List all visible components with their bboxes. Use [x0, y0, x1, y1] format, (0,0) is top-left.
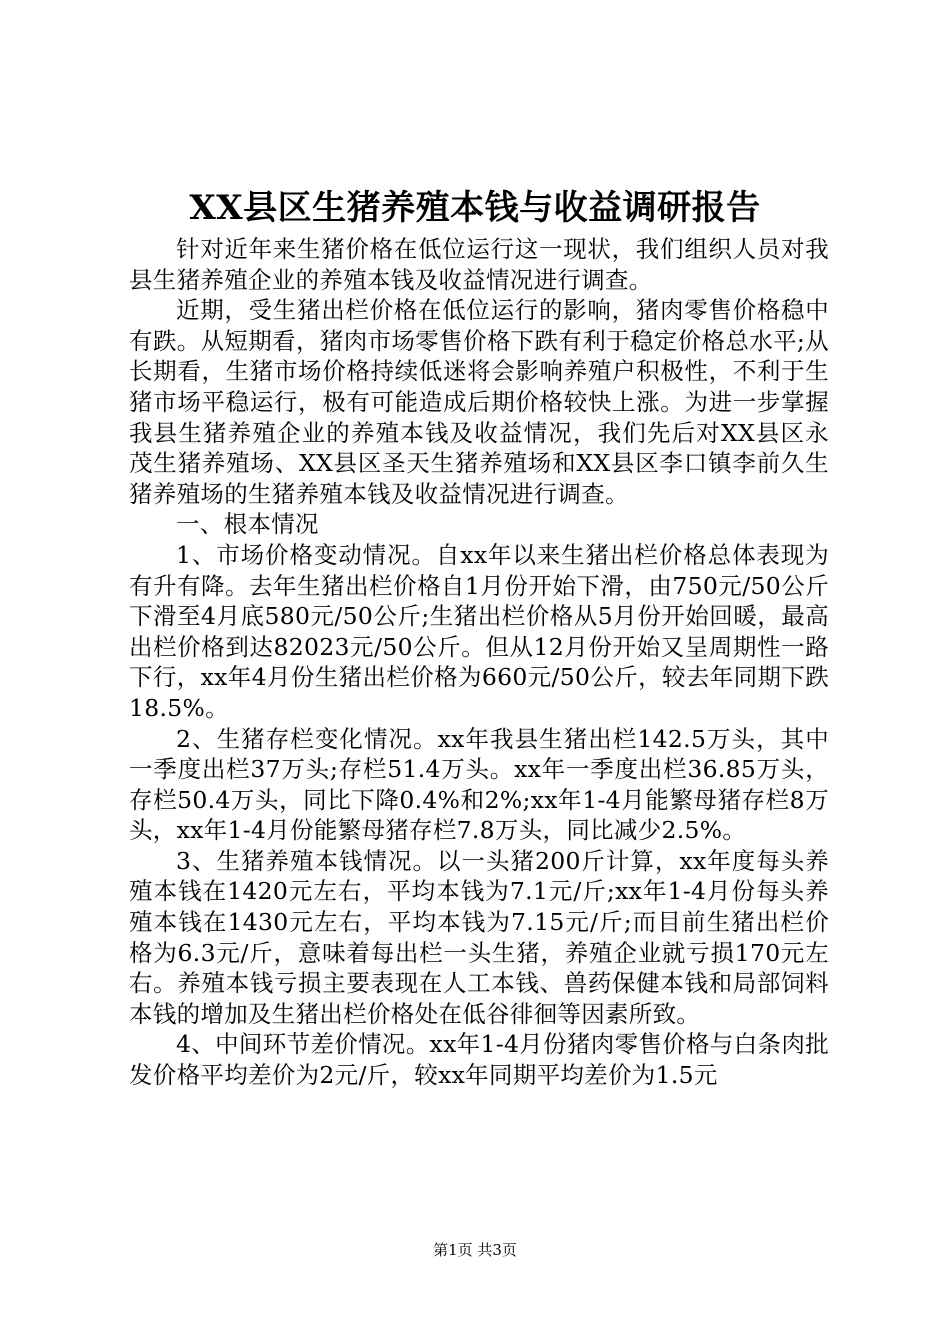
- document-title: XX县区生猪养殖本钱与收益调研报告: [189, 188, 761, 228]
- section-heading: 一、根本情况: [176, 510, 319, 539]
- page-number-footer: 第1页 共3页: [433, 1241, 517, 1259]
- item-price-difference: 4、中间环节差价情况。xx年1-4月份猪肉零售价格与白条肉批发价格平均差价为2元/斤，较xx年同期平均差价为1.5元: [129, 1030, 829, 1090]
- item-stock-change: 2、生猪存栏变化情况。xx年我县生猪出栏142.5万头，其中一季度出栏37万头;存栏51.4万头。xx年一季度出栏36.85万头，存栏50.4万头，同比下降0.4%和2%;xx年1-4月能繁母猪存栏8万头，xx年1-4月份能繁母猪存栏7.8万头，同比减少2.5%。: [129, 724, 829, 845]
- intro-paragraph: 针对近年来生猪价格在低位运行这一现状，我们组织人员对我县生猪养殖企业的养殖本钱及收益情况进行调查。: [129, 235, 829, 294]
- background-paragraph: 近期，受生猪出栏价格在低位运行的影响，猪肉零售价格稳中有跌。从短期看，猪肉市场零售价格下跌有利于稳定价格总水平;从长期看，生猪市场价格持续低迷将会影响养殖户积极性，不利于生猪市场平稳运行，极有可能造成后期价格较快上涨。为进一步掌握我县生猪养殖企业的养殖本钱及收益情况，我们先后对XX县区永茂生猪养殖场、XX县区圣天生猪养殖场和XX县区李口镇李前久生猪养殖场的生猪养殖本钱及收益情况进行调查。: [129, 296, 829, 508]
- document-body: [129, 234, 829, 1091]
- item-breeding-cost: 3、生猪养殖本钱情况。以一头猪200斤计算，xx年度每头养殖本钱在1420元左右，平均本钱为7.1元/斤;xx年1-4月份每头养殖本钱在1430元左右，平均本钱为7.15元/斤;而目前生猪出栏价格为6.3元/斤，意味着每出栏一头生猪，养殖企业就亏损170元左右。养殖本钱亏损主要表现在人工本钱、兽药保健本钱和局部饲料本钱的增加及生猪出栏价格处在低谷徘徊等因素所致。: [129, 846, 829, 1028]
- item-market-price: 1、市场价格变动情况。自xx年以来生猪出栏价格总体表现为有升有降。去年生猪出栏价格自1月份开始下滑，由750元/50公斤下滑至4月底580元/50公斤;生猪出栏价格从5月份开始回暖，最高出栏价格到达82023元/50公斤。但从12月份开始又呈周期性一路下行，xx年4月份生猪出栏价格为660元/50公斤，较去年同期下跌18.5%。: [129, 540, 829, 722]
